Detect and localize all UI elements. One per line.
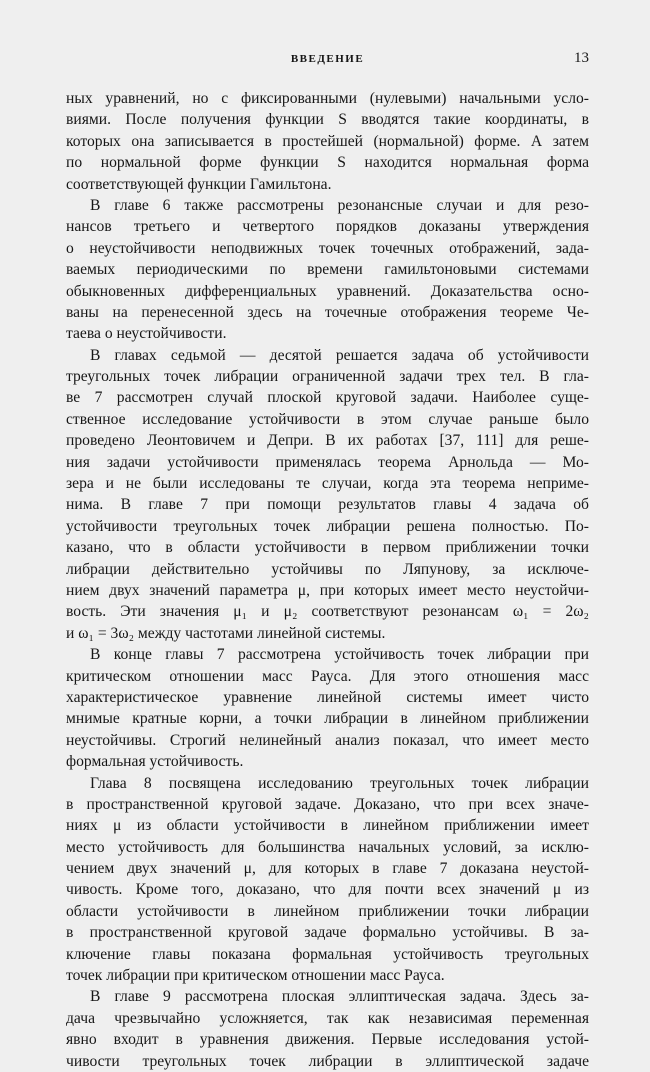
- text-line: Глава 8 посвящена исследованию треугольных точек либрации: [90, 774, 589, 792]
- text-line: треугольных точек либрации ограниченной задачи трех тел. В гла-: [66, 368, 589, 386]
- text-line: ваны на перенесенной здесь на точечные отображения теореме Че-: [66, 303, 589, 321]
- text-line: зера и не были исследованы те случаи, когда эта теорема неприме-: [66, 475, 589, 493]
- text-line: соответствующей функции Гамильтона.: [66, 175, 332, 193]
- text-line: казано, что в области устойчивости в первом приближении точки: [66, 539, 589, 557]
- text-line: по нормальной форме функции S находится нормальная форма: [66, 154, 589, 172]
- text-line: ве 7 рассмотрен случай плоской круговой задачи. Наиболее суще-: [66, 389, 589, 407]
- text-line: таева о неустойчивости.: [66, 325, 227, 343]
- text-line: В главе 6 также рассмотрены резонансные случаи и для резо-: [90, 196, 589, 214]
- text-line: критическом отношении масс Рауса. Для этого отношения масс: [66, 667, 589, 685]
- text-line: проведено Леонтовичем и Депри. В их работах [37, 111] для реше-: [66, 432, 589, 450]
- text-line: чивость. Кроме того, доказано, что для почти всех значений μ из: [66, 881, 589, 899]
- text-line: вость. Эти значения μ₁ и μ₂ соответствуют резонансам ω₁ = 2ω₂: [66, 603, 589, 621]
- body-text: [66, 88, 589, 1072]
- text-line: ниях μ из области устойчивости в линейном приближении имеет: [66, 817, 589, 835]
- text-line: либрации действительно устойчивы по Ляпунову, за исключе-: [66, 560, 589, 578]
- text-line: в пространственной круговой задаче. Доказано, что при всех значе-: [66, 795, 589, 813]
- text-line: нием двух значений параметра μ, при которых имеет место неустойчи-: [66, 581, 589, 599]
- text-line: чением двух значений μ, для которых в главе 7 доказана неустой-: [66, 860, 589, 878]
- text-line: виями. После получения функции S вводятся такие координаты, в: [66, 111, 589, 129]
- text-line: мнимые кратные корни, а точки либрации в линейном приближении: [66, 710, 589, 728]
- text-line: явно входит в уравнения движения. Первые исследования устой-: [66, 1031, 589, 1049]
- running-title: ВВЕДЕНИЕ: [290, 53, 365, 65]
- text-line: которых она записывается в простейшей (нормальной) форме. А затем: [66, 132, 589, 150]
- text-line: о неустойчивости неподвижных точек точечных отображений, зада-: [66, 239, 589, 257]
- text-line: нансов третьего и четвертого порядков доказаны утверждения: [66, 218, 589, 236]
- text-line: ственное исследование устойчивости в этом случае раньше было: [66, 410, 589, 428]
- text-line: В конце главы 7 рассмотрена устойчивость точек либрации при: [90, 646, 589, 664]
- text-line: ных уравнений, но с фиксированными (нулевыми) начальными усло-: [66, 90, 589, 107]
- page-number: 13: [574, 50, 589, 66]
- text-line: ключение главы показана формальная устойчивость треугольных: [66, 945, 589, 963]
- text-line: в пространственной круговой задаче формально устойчивы. В за-: [66, 924, 589, 942]
- text-line: чивости треугольных точек либрации в эллиптической задаче: [66, 1052, 589, 1070]
- text-line: характеристическое уравнение линейной системы имеет чисто: [66, 688, 589, 706]
- text-line: неустойчивы. Строгий нелинейный анализ показал, что имеет место: [66, 731, 589, 749]
- text-line: дача чрезвычайно усложняется, так как независимая переменная: [66, 1009, 589, 1027]
- text-line: ваемых периодическими по времени гамильтоновыми системами: [66, 261, 589, 279]
- text-line: ния задачи устойчивости применялась теорема Арнольда — Мо-: [66, 453, 589, 471]
- text-line: В главах седьмой — десятой решается задача об устойчивости: [90, 346, 589, 364]
- text-line: место устойчивость для большинства начальных условий, за исклю-: [66, 838, 589, 856]
- page-header: [66, 49, 589, 71]
- text-line: В главе 9 рассмотрена плоская эллиптическая задача. Здесь за-: [90, 988, 589, 1006]
- text-line: формальная устойчивость.: [66, 753, 244, 771]
- text-line: и ω₁ = 3ω₂ между частотами линейной системы.: [66, 624, 386, 642]
- text-line: нима. В главе 7 при помощи результатов главы 4 задача об: [66, 496, 589, 514]
- text-line: области устойчивости в линейном приближении точки либрации: [66, 902, 589, 920]
- text-line: обыкновенных дифференциальных уравнений. Доказательства осно-: [66, 282, 589, 300]
- text-line: устойчивости треугольных точек либрации решена полностью. По-: [66, 517, 589, 535]
- text-line: точек либрации при критическом отношении масс Рауса.: [66, 967, 445, 985]
